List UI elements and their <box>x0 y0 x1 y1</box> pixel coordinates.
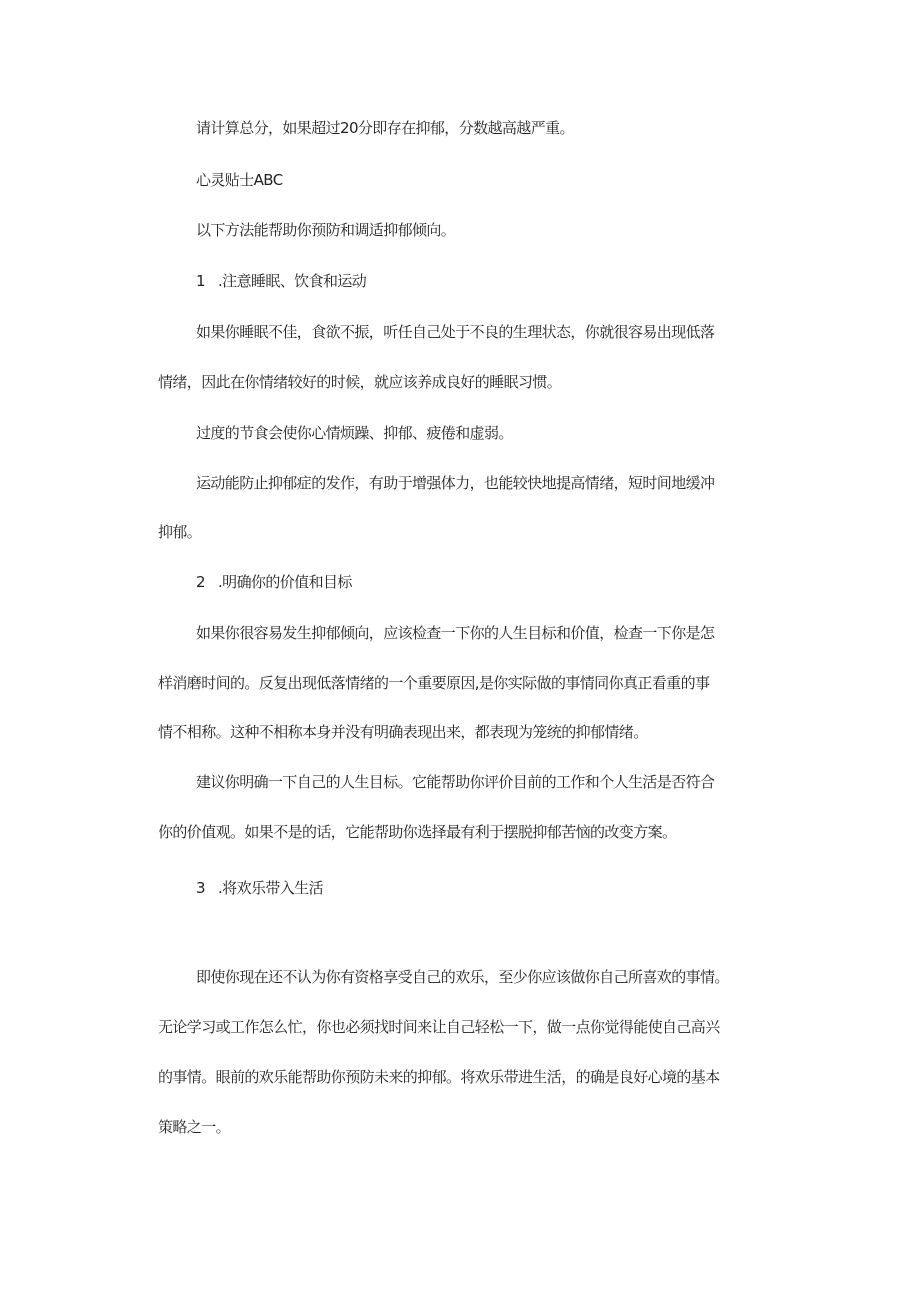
paragraph-line: 抑郁。 <box>158 523 202 541</box>
section-heading-text: .将欢乐带入生活 <box>218 879 323 897</box>
paragraph-line: 运动能防止抑郁症的发作，有助于增强体力，也能较快地提高情绪，短时间地缓冲 <box>196 474 715 492</box>
paragraph-line: 如果你睡眠不佳，食欲不振，听任自己处于不良的生理状态，你就很容易出现低落 <box>196 323 715 341</box>
section-number: 2 <box>196 573 205 591</box>
paragraph-line: 策略之一。 <box>158 1118 231 1136</box>
section-3-heading <box>196 878 768 898</box>
paragraph-line: 即使你现在还不认为你有资格享受自己的欢乐，至少你应该做你自己所喜欢的事情。 <box>196 968 729 986</box>
tips-title: 心灵贴士ABC <box>196 171 283 189</box>
section-heading-text: .注意睡眠、饮食和运动 <box>218 272 367 290</box>
paragraph-line: 过度的节食会使你心情烦躁、抑郁、疲倦和虚弱。 <box>196 424 513 442</box>
score-note: 请计算总分，如果超过20分即存在抑郁，分数越高越严重。 <box>196 119 574 137</box>
paragraph-line: 的事情。眼前的欢乐能帮助你预防未来的抑郁。将欢乐带进生活，的确是良好心境的基本 <box>158 1068 720 1086</box>
paragraph-line: 样消磨时间的。反复出现低落情绪的一个重要原因,是你实际做的事情同你真正看重的事 <box>158 674 710 692</box>
paragraph-line: 建议你明确一下自己的人生目标。它能帮助你评价目前的工作和个人生活是否符合 <box>196 773 715 791</box>
paragraph-line: 如果你很容易发生抑郁倾向，应该检查一下你的人生目标和价值，检查一下你是怎 <box>196 624 715 642</box>
paragraph-line: 情不相称。这种不相称本身并没有明确表现出来，都表现为笼统的抑郁情绪。 <box>158 723 648 741</box>
paragraph-line: 你的价值观。如果不是的话，它能帮助你选择最有利于摆脱抑郁苦恼的改变方案。 <box>158 823 677 841</box>
section-number: 3 <box>196 879 205 897</box>
section-2-heading <box>196 572 768 592</box>
section-1-heading <box>196 271 768 291</box>
tips-intro: 以下方法能帮助你预防和调适抑郁倾向。 <box>196 221 456 239</box>
section-number: 1 <box>196 272 205 290</box>
section-heading-text: .明确你的价值和目标 <box>218 573 352 591</box>
paragraph-line: 情绪，因此在你情绪较好的时候，就应该养成良好的睡眠习惯。 <box>158 373 562 391</box>
paragraph-line: 无论学习或工作怎么忙，你也必须找时间来让自己轻松一下，做一点你觉得能使自己高兴 <box>158 1018 720 1036</box>
